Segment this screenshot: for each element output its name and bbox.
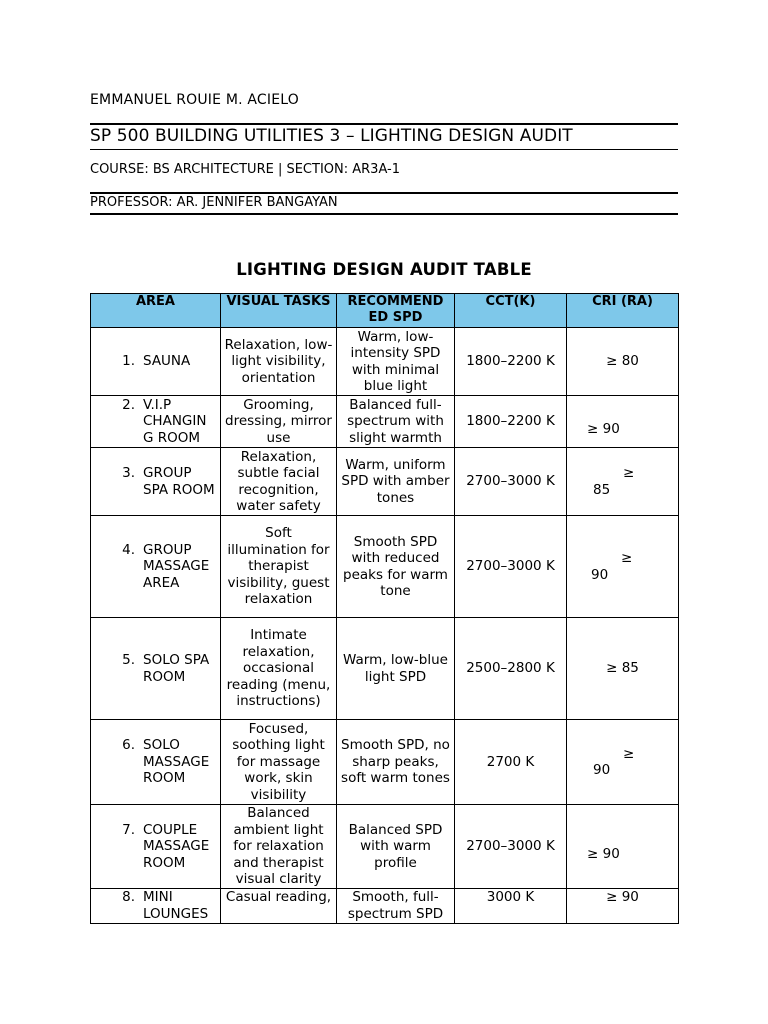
table-row [91,889,679,924]
table-row [91,448,679,516]
column-header-cri: CRI (RA) [567,294,679,328]
area-name: COUPLE MASSAGE ROOM [143,821,210,871]
row-number: 5. [122,652,135,668]
table-row [91,396,679,448]
cri-symbol: ≥ [621,550,633,566]
cct-cell: 1800–2200 K [455,396,567,448]
column-header-recommended-spd: RECOMMEND ED SPD [337,294,455,328]
cri-cell [567,618,679,720]
professor-line: PROFESSOR: AR. JENNIFER BANGAYAN [90,195,338,210]
cct-cell: 2500–2800 K [455,618,567,720]
cri-value: 90 [602,421,620,438]
column-header-cct: CCT(K) [455,294,567,328]
row-number: 4. [122,541,135,558]
title-top-rule [90,123,678,125]
cri-value: 85 [593,481,611,498]
area-name: V.I.P CHANGIN G ROOM [143,396,207,446]
row-number: 6. [122,737,135,754]
cct-cell: 3000 K [455,889,567,924]
cri-cell [567,396,679,448]
cct-cell: 2700–3000 K [455,516,567,618]
cri-value: 80 [621,353,639,370]
cct-cell: 2700–3000 K [455,448,567,516]
spd-cell: Warm, low-blue light SPD [337,618,455,720]
cri-value: 90 [602,846,620,863]
table-row [91,805,679,889]
area-cell [91,328,221,396]
column-header-area: AREA [91,294,221,328]
row-number: 8. [122,889,135,905]
area-cell [91,516,221,618]
cri-cell [567,516,679,618]
spd-cell: Balanced full-spectrum with slight warmth [337,396,455,448]
audit-table [90,293,679,924]
visual-tasks-cell: Focused, soothing light for massage work, skin visibility [221,720,337,805]
area-name: MINI LOUNGES [143,889,209,922]
cri-cell [567,889,679,924]
course-section-line: COURSE: BS ARCHITECTURE | SECTION: AR3A-1 [90,162,401,177]
cct-cell: 2700–3000 K [455,805,567,889]
area-cell [91,805,221,889]
row-number: 1. [122,353,135,370]
cri-cell [567,805,679,889]
row-number: 7. [122,821,135,838]
cri-value: 85 [621,660,639,677]
cri-cell [567,328,679,396]
cri-cell [567,720,679,805]
area-name: SAUNA [143,353,191,370]
cri-value: 90 [593,762,611,778]
cri-symbol: ≥ [606,353,618,370]
area-name: GROUP SPA ROOM [143,465,215,498]
area-name: SOLO MASSAGE ROOM [143,737,210,787]
visual-tasks-cell: Relaxation, low-light visibility, orientation [221,328,337,396]
spd-cell: Warm, low-intensity SPD with minimal blue light [337,328,455,396]
cct-cell: 1800–2200 K [455,328,567,396]
table-title: LIGHTING DESIGN AUDIT TABLE [236,260,532,279]
cct-cell: 2700 K [455,720,567,805]
row-number: 3. [122,465,135,481]
cri-symbol: ≥ [606,660,618,677]
table-row [91,328,679,396]
spd-cell: Smooth SPD with reduced peaks for warm tone [337,516,455,618]
cri-symbol: ≥ [606,889,618,905]
visual-tasks-cell: Casual reading, [221,889,337,924]
professor-top-rule [90,192,678,194]
title-bottom-rule [90,149,678,150]
cri-symbol: ≥ [587,421,599,438]
area-cell [91,889,221,924]
cri-cell [567,448,679,516]
table-row [91,516,679,618]
spd-cell: Smooth SPD, no sharp peaks, soft warm tones [337,720,455,805]
visual-tasks-cell: Intimate relaxation, occasional reading (menu, instructions) [221,618,337,720]
area-cell [91,618,221,720]
spd-cell: Smooth, full-spectrum SPD [337,889,455,924]
course-title: SP 500 BUILDING UTILITIES 3 – LIGHTING DESIGN AUDIT [90,126,573,146]
table-row [91,720,679,805]
row-number: 2. [122,396,135,413]
professor-bottom-rule [90,213,678,215]
spd-cell: Warm, uniform SPD with amber tones [337,448,455,516]
cri-value: 90 [621,889,639,905]
area-name: SOLO SPA ROOM [143,652,210,685]
area-cell [91,448,221,516]
author-name: EMMANUEL ROUIE M. ACIELO [90,92,299,108]
cri-symbol: ≥ [587,846,599,863]
table-row [91,618,679,720]
visual-tasks-cell: Grooming, dressing, mirror use [221,396,337,448]
table-header-row [91,294,679,328]
cri-symbol: ≥ [623,745,635,762]
visual-tasks-cell: Balanced ambient light for relaxation and therapist visual clarity [221,805,337,889]
area-cell [91,720,221,805]
visual-tasks-cell: Relaxation, subtle facial recognition, water safety [221,448,337,516]
column-header-visual-tasks: VISUAL TASKS [221,294,337,328]
area-cell [91,396,221,448]
cri-symbol: ≥ [623,465,635,481]
spd-cell: Balanced SPD with warm profile [337,805,455,889]
area-name: GROUP MASSAGE AREA [143,541,210,591]
cri-value: 90 [591,566,609,583]
visual-tasks-cell: Soft illumination for therapist visibility, guest relaxation [221,516,337,618]
